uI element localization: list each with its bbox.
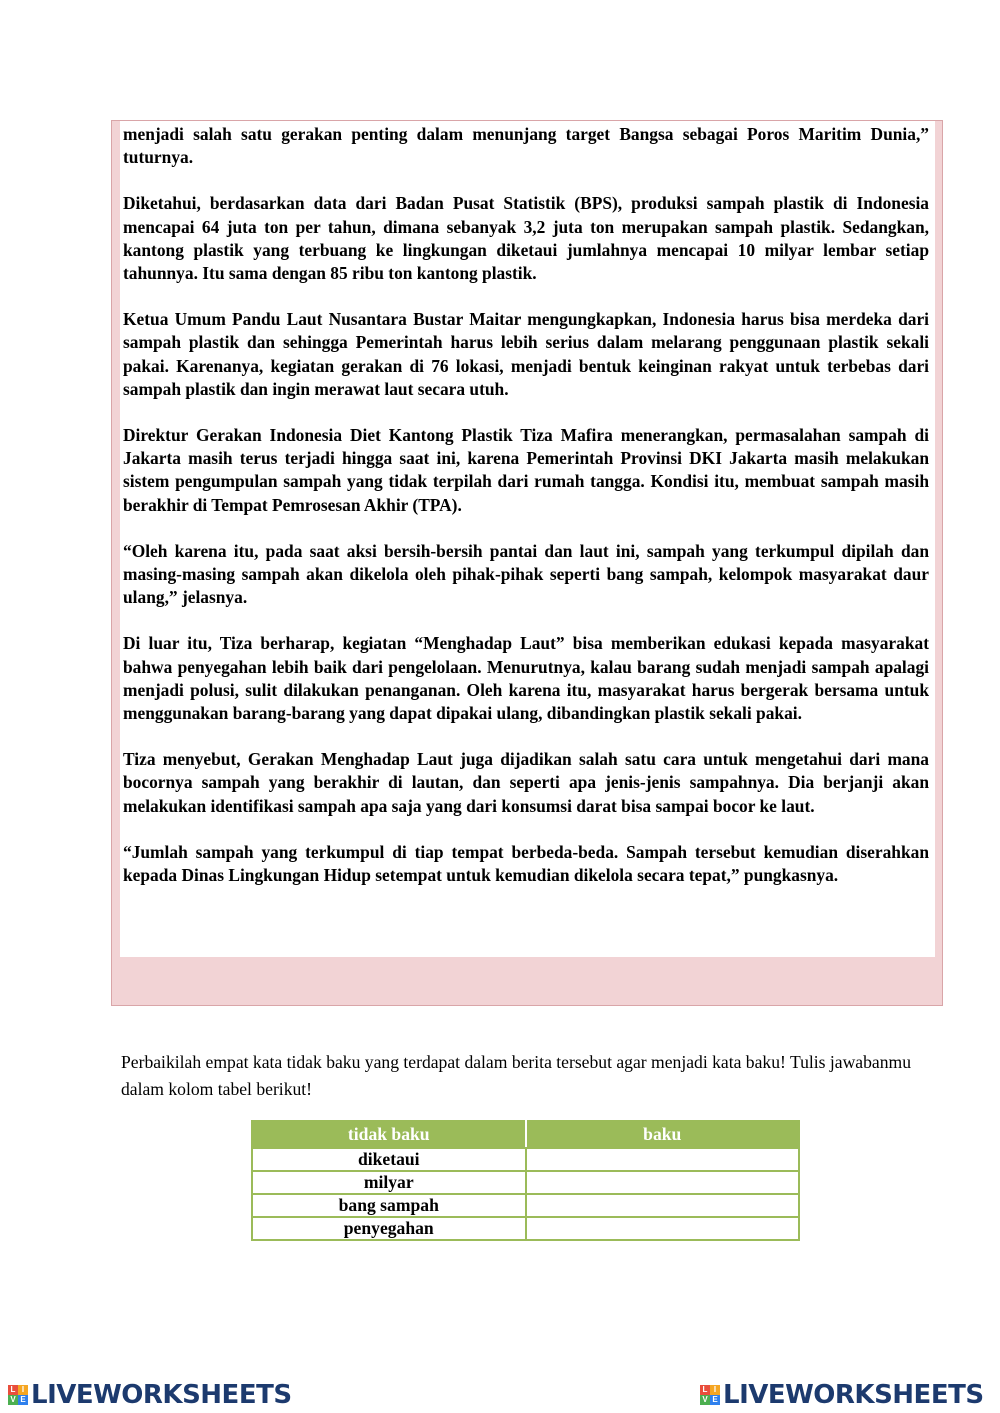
answer-field[interactable] [526, 1194, 800, 1217]
word-tidak-baku: diketaui [252, 1148, 526, 1171]
table-row [252, 1194, 799, 1217]
article-paragraph: Direktur Gerakan Indonesia Diet Kantong Plastik Tiza Mafira menerangkan, permasalahan sampah di Jakarta masih terus terjadi hingga saat ini, karena Pemerintah Provinsi DKI Jakarta masih melakukan sistem pengumpulan sampah yang tidak terpilah dari rumah tangga. Kondisi itu, membuat sampah masih berakhir di Tempat Pemrosesan Akhir (TPA). [123, 425, 929, 515]
liveworksheets-logo-icon: L I V E [8, 1385, 28, 1405]
article-paragraph: “Jumlah sampah yang terkumpul di tiap tempat berbeda-beda. Sampah tersebut kemudian diserahkan kepada Dinas Lingkungan Hidup setempat untuk kemudian dikelola secara tepat,” pungkasnya. [123, 841, 929, 886]
liveworksheets-logo [700, 1381, 984, 1409]
article-paragraph: Tiza menyebut, Gerakan Menghadap Laut juga dijadikan salah satu cara untuk mengetahui dari mana bocornya sampah yang berakhir di lautan, dan seperti apa jenis-jenis sampahnya. Dia berjanji akan melakukan identifikasi sampah apa saja yang dari konsumsi darat bisa sampai bocor ke laut. [123, 749, 929, 816]
header-tidak-baku: tidak baku [252, 1121, 526, 1148]
word-tidak-baku: bang sampah [252, 1194, 526, 1217]
article-paragraph: menjadi salah satu gerakan penting dalam menunjang target Bangsa sebagai Poros Maritim Dunia,” tuturnya. [123, 124, 929, 168]
liveworksheets-logo-icon: L I V E [700, 1385, 720, 1405]
table-row [252, 1217, 799, 1240]
article-paragraph: “Oleh karena itu, pada saat aksi bersih-bersih pantai dan laut ini, sampah yang terkumpul dipilah dan masing-masing sampah akan dikelola oleh pihak-pihak seperti bang sampah, kelompok masyarakat daur ulang,” jelasnya. [123, 540, 929, 608]
word-tidak-baku: penyegahan [252, 1217, 526, 1240]
brand-text: LIVEWORKSHEETS [723, 1380, 984, 1410]
article-paragraph: Ketua Umum Pandu Laut Nusantara Bustar Maitar mengungkapkan, Indonesia harus bisa merdeka dari sampah plastik dan sehingga Pemerintah harus lebih serius dalam melarang penggunaan plastik sekali pakai. Karenanya, kegiatan gerakan di 76 lokasi, menjadi bentuk keinginan rakyat untuk terbebas dari sampah plastik dan ingin merawat laut secara utuh. [123, 309, 929, 399]
liveworksheets-logo [8, 1381, 292, 1409]
answer-field[interactable] [526, 1171, 800, 1194]
table-row [252, 1148, 799, 1171]
answer-field[interactable] [526, 1217, 800, 1240]
answer-table [251, 1120, 800, 1241]
answer-field[interactable] [526, 1148, 800, 1171]
table-header-row [252, 1121, 799, 1148]
table-row [252, 1171, 799, 1194]
article-box [111, 120, 943, 1006]
article-paragraph: Diketahui, berdasarkan data dari Badan Pusat Statistik (BPS), produksi sampah plastik di Indonesia mencapai 64 juta ton per tahun, dimana sebanyak 3,2 juta ton merupakan sampah plastik. Sedangkan, kantong plastik yang terbuang ke lingkungan diketaui jumlahnya mencapai 10 milyar lembar setiap tahunnya. Itu sama dengan 85 ribu ton kantong plastik. [123, 193, 929, 284]
word-tidak-baku: milyar [252, 1171, 526, 1194]
header-baku: baku [526, 1121, 800, 1148]
instruction-text: Perbaikilah empat kata tidak baku yang terdapat dalam berita tersebut agar menjadi kata baku! Tulis jawabanmu dalam kolom tabel berikut! [121, 1052, 911, 1099]
article-paragraph: Di luar itu, Tiza berharap, kegiatan “Menghadap Laut” bisa memberikan edukasi kepada masyarakat bahwa penyegahan lebih baik dari pengelolaan. Menurutnya, kalau barang sudah menjadi sampah apalagi menjadi polusi, sulit dilakukan penanganan. Oleh karena itu, masyarakat harus bergerak bersama untuk menggunakan barang-barang yang dapat dipakai ulang, dibandingkan plastik sekali pakai. [123, 633, 929, 724]
brand-text: LIVEWORKSHEETS [31, 1380, 292, 1410]
article-text [120, 121, 935, 957]
